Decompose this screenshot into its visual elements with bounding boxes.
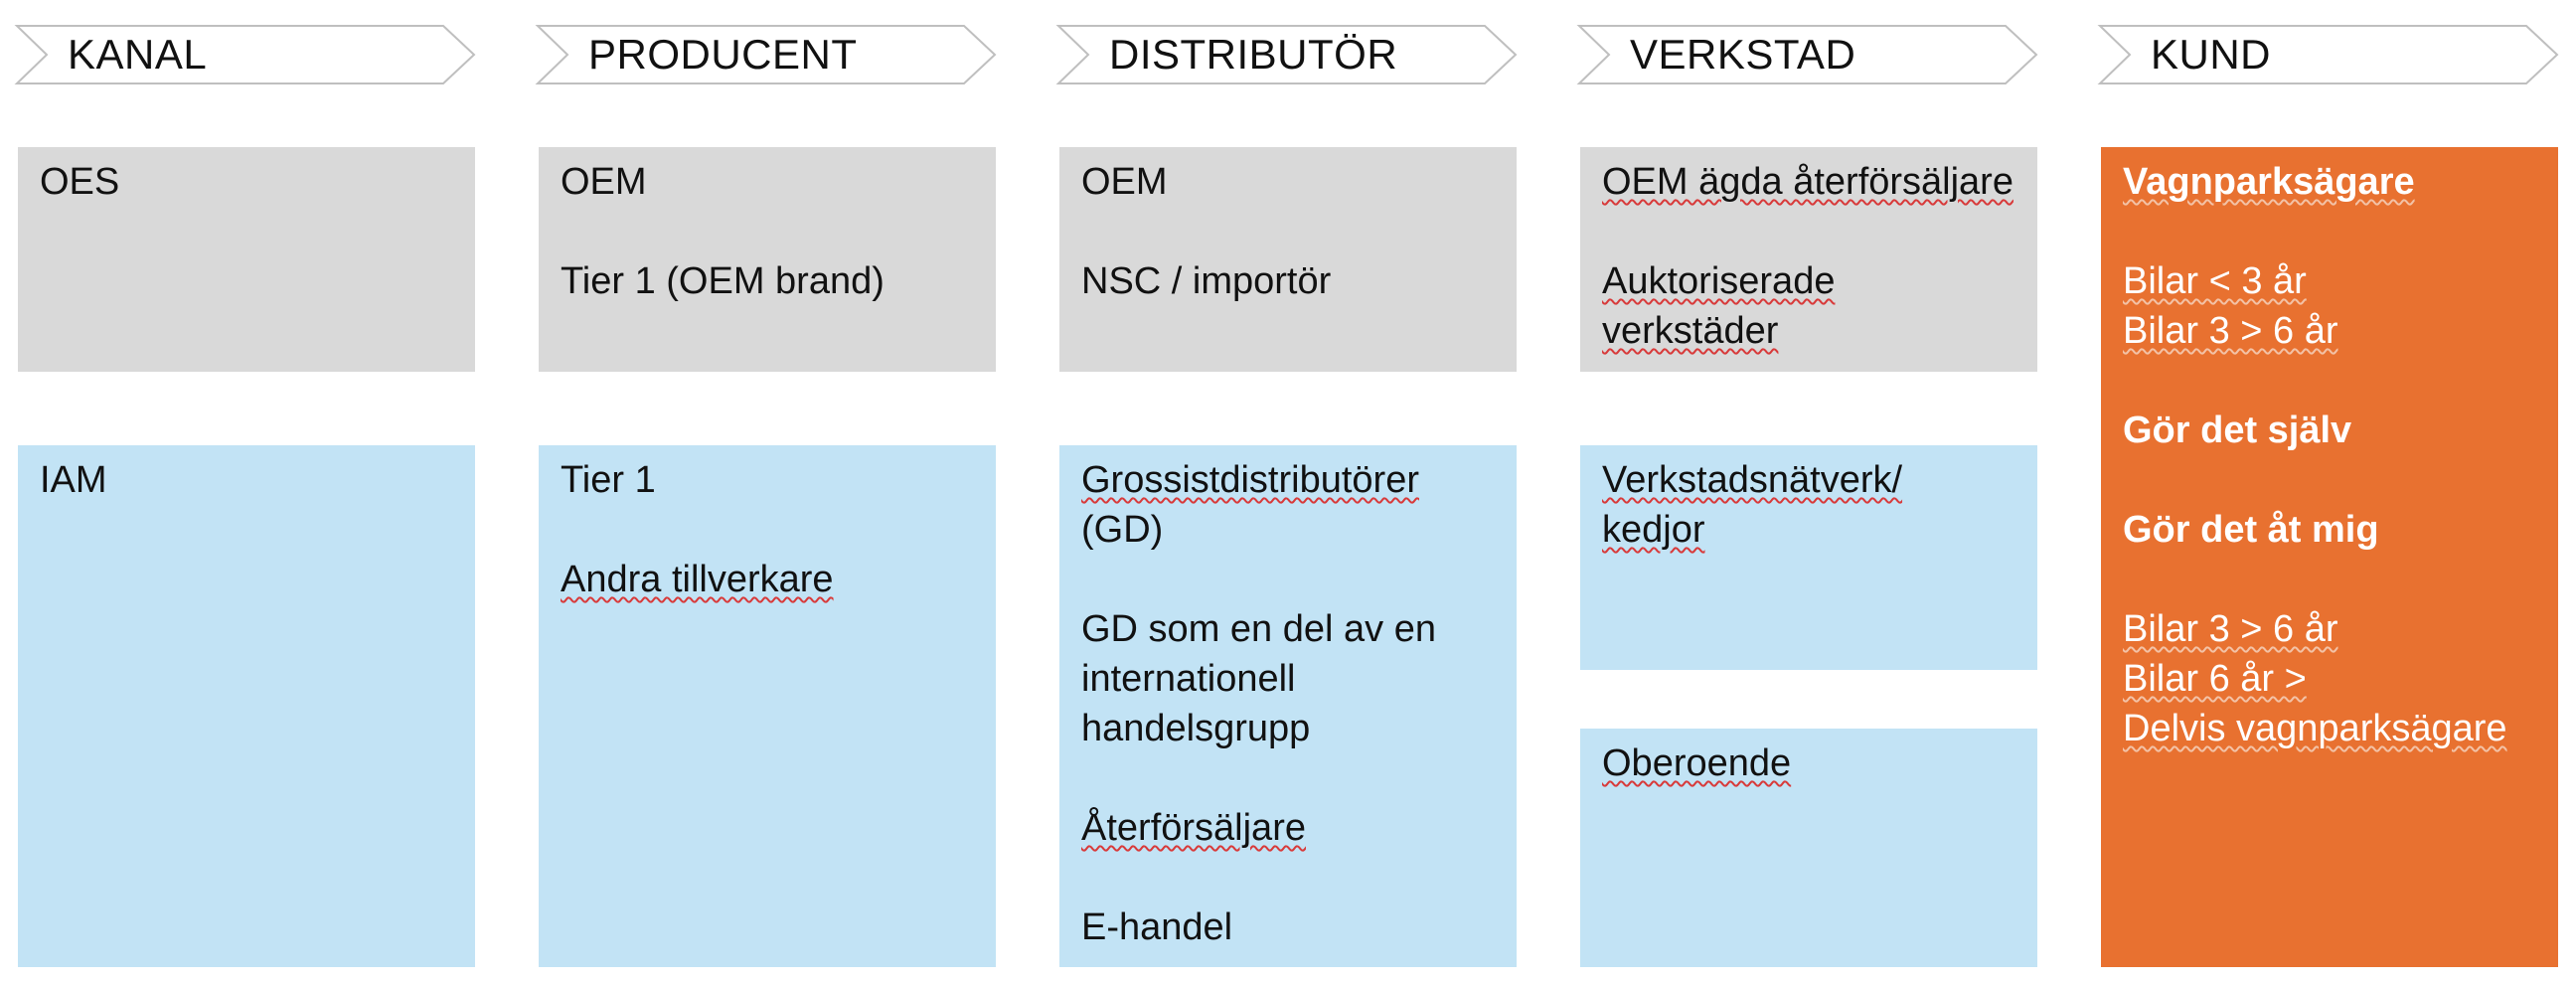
- header-label: VERKSTAD: [1630, 31, 1856, 78]
- producent-oes-item: OEM: [561, 161, 647, 203]
- verkstad-chains-item: Verkstadsnätverk/: [1602, 459, 1903, 501]
- kund-difm-item: [2123, 704, 2536, 753]
- header-label: KANAL: [68, 31, 208, 78]
- producent-iam-item: Andra tillverkare: [561, 559, 834, 600]
- kund-difm-item-text: Bilar 6 år >: [2123, 658, 2307, 700]
- kanal-iam-box: [18, 445, 475, 967]
- kanal-oes-box: [18, 147, 475, 372]
- producent-oes-item: Tier 1 (OEM brand): [561, 260, 885, 302]
- kund-fleet-title: Vagnparksägare: [2123, 161, 2415, 203]
- verkstad-oes-item: OEM ägda återförsäljare: [1602, 161, 2013, 203]
- verkstad-chains-item: kedjor: [1602, 509, 1705, 551]
- distributor-iam-box: [1059, 445, 1517, 967]
- distributor-oes-item: OEM: [1081, 161, 1168, 203]
- header-kanal: [16, 25, 475, 84]
- kund-fleet-item-text: Bilar < 3 år: [2123, 260, 2307, 302]
- header-verkstad: [1578, 25, 2037, 84]
- kanal-oes-label: OES: [40, 161, 120, 203]
- verkstad-oes-box: [1580, 147, 2037, 372]
- kund-fleet-item-text: Bilar 3 > 6 år: [2123, 310, 2338, 352]
- kanal-iam-label: IAM: [40, 459, 107, 501]
- producent-iam-box: [539, 445, 996, 967]
- verkstad-independent-box: [1580, 729, 2037, 967]
- kund-difm-item-text: Delvis vagnparksägare: [2123, 708, 2507, 749]
- kund-difm-item-text: Bilar 3 > 6 år: [2123, 608, 2338, 650]
- distributor-oes-item: NSC / importör: [1081, 260, 1332, 302]
- distributor-iam-item: (GD): [1081, 509, 1164, 551]
- kund-diy-label: Gör det själv: [2123, 410, 2352, 451]
- kund-fleet-item: [2123, 256, 2536, 306]
- kund-box: [2101, 147, 2558, 967]
- header-producent: [537, 25, 996, 84]
- header-kund: [2099, 25, 2558, 84]
- header-distributor: [1057, 25, 1517, 84]
- verkstad-chains-box: [1580, 445, 2037, 670]
- kund-difm-item: [2123, 604, 2536, 654]
- distributor-iam-item: Återförsäljare: [1081, 807, 1306, 849]
- producent-oes-box: [539, 147, 996, 372]
- distributor-iam-item: Grossistdistributörer: [1081, 459, 1419, 501]
- distributor-oes-box: [1059, 147, 1517, 372]
- verkstad-oes-item: Auktoriserade: [1602, 260, 1836, 302]
- verkstad-oes-item: verkstäder: [1602, 310, 1779, 352]
- producent-iam-item: Tier 1: [561, 459, 656, 501]
- kund-fleet-item: [2123, 306, 2536, 356]
- header-label: KUND: [2151, 31, 2272, 78]
- distributor-iam-item: handelsgrupp: [1081, 708, 1311, 749]
- distributor-iam-item: internationell: [1081, 658, 1296, 700]
- header-label: DISTRIBUTÖR: [1109, 31, 1398, 78]
- header-label: PRODUCENT: [588, 31, 858, 78]
- distributor-iam-item: E-handel: [1081, 906, 1233, 948]
- kund-difm-label: Gör det åt mig: [2123, 509, 2379, 551]
- distributor-iam-item: GD som en del av en: [1081, 608, 1436, 650]
- kund-difm-item: [2123, 654, 2536, 704]
- verkstad-independent-label: Oberoende: [1602, 742, 1792, 784]
